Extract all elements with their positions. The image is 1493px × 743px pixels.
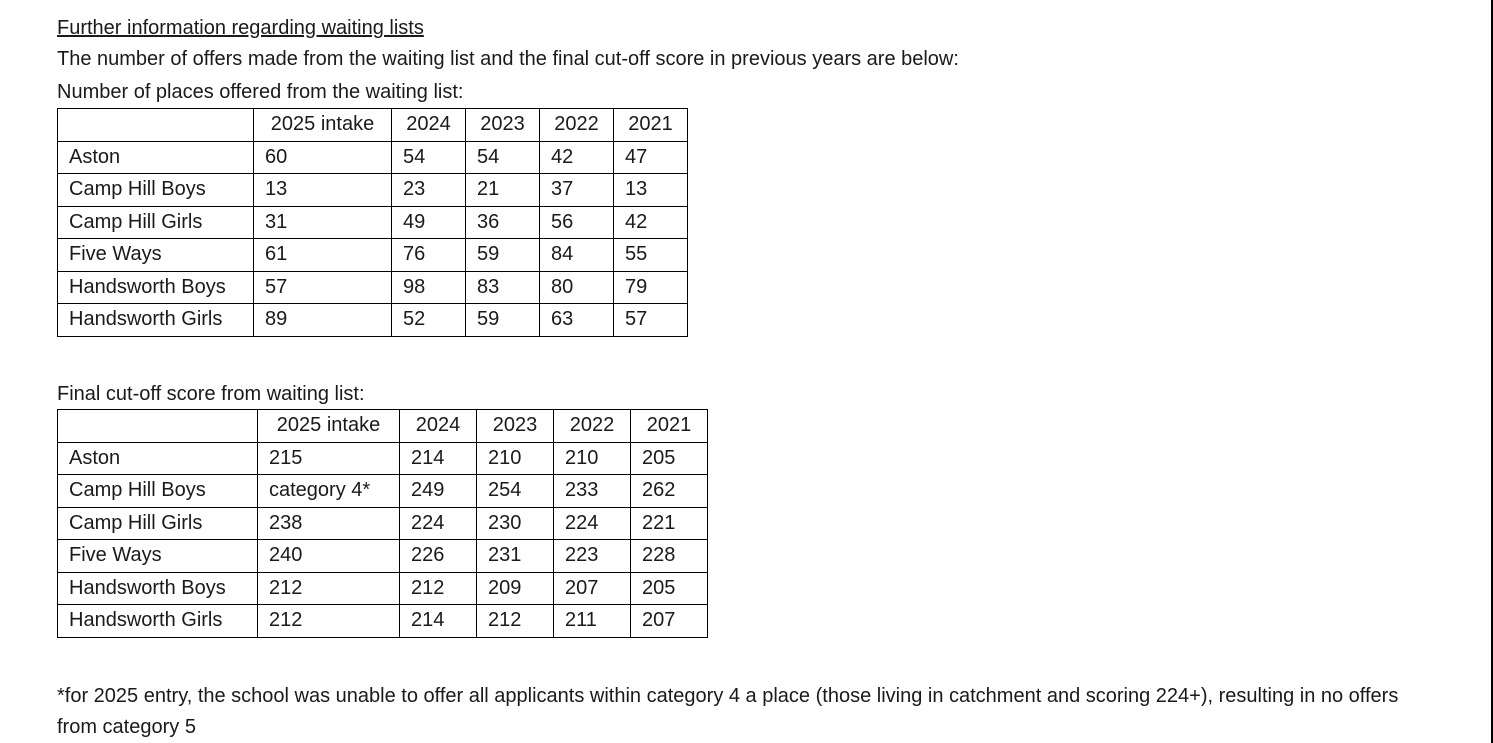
value-cell: 228	[631, 540, 708, 573]
value-cell: 31	[254, 206, 392, 239]
school-name-cell: Camp Hill Girls	[58, 507, 258, 540]
table-header-row	[58, 410, 708, 443]
value-cell: 63	[540, 304, 614, 337]
value-cell: 56	[540, 206, 614, 239]
table-row	[58, 304, 688, 337]
value-cell: 98	[392, 271, 466, 304]
intro-paragraph: The number of offers made from the waiting list and the final cut-off score in previous years are below:	[57, 48, 959, 70]
table-row	[58, 540, 708, 573]
column-header: 2023	[477, 410, 554, 443]
value-cell: 240	[258, 540, 400, 573]
table-row	[58, 239, 688, 272]
value-cell: 205	[631, 442, 708, 475]
column-header: 2024	[400, 410, 477, 443]
value-cell: 233	[554, 475, 631, 508]
value-cell: 226	[400, 540, 477, 573]
value-cell: 59	[466, 239, 540, 272]
value-cell: 224	[400, 507, 477, 540]
value-cell: 42	[614, 206, 688, 239]
column-header: 2025 intake	[254, 109, 392, 142]
value-cell: 207	[554, 572, 631, 605]
value-cell: category 4*	[258, 475, 400, 508]
column-header: 2021	[631, 410, 708, 443]
column-header: 2025 intake	[258, 410, 400, 443]
value-cell: 249	[400, 475, 477, 508]
value-cell: 224	[554, 507, 631, 540]
school-name-cell: Handsworth Boys	[58, 572, 258, 605]
value-cell: 54	[466, 141, 540, 174]
value-cell: 55	[614, 239, 688, 272]
value-cell: 209	[477, 572, 554, 605]
value-cell: 221	[631, 507, 708, 540]
offers-table-caption: Number of places offered from the waiting list:	[57, 81, 464, 103]
school-name-cell: Camp Hill Boys	[58, 174, 254, 207]
cutoff-table	[57, 409, 708, 638]
school-name-cell: Camp Hill Boys	[58, 475, 258, 508]
value-cell: 211	[554, 605, 631, 638]
value-cell: 212	[258, 605, 400, 638]
table-row	[58, 206, 688, 239]
value-cell: 21	[466, 174, 540, 207]
value-cell: 89	[254, 304, 392, 337]
value-cell: 212	[400, 572, 477, 605]
header-corner-cell	[58, 109, 254, 142]
header-corner-cell	[58, 410, 258, 443]
column-header: 2022	[540, 109, 614, 142]
table-row	[58, 174, 688, 207]
table-row	[58, 475, 708, 508]
school-name-cell: Aston	[58, 442, 258, 475]
value-cell: 214	[400, 442, 477, 475]
school-name-cell: Camp Hill Girls	[58, 206, 254, 239]
value-cell: 210	[554, 442, 631, 475]
value-cell: 37	[540, 174, 614, 207]
table-row	[58, 442, 708, 475]
value-cell: 47	[614, 141, 688, 174]
value-cell: 52	[392, 304, 466, 337]
value-cell: 210	[477, 442, 554, 475]
value-cell: 13	[254, 174, 392, 207]
school-name-cell: Handsworth Boys	[58, 271, 254, 304]
value-cell: 205	[631, 572, 708, 605]
cutoff-table-caption: Final cut-off score from waiting list:	[57, 383, 365, 405]
value-cell: 80	[540, 271, 614, 304]
value-cell: 238	[258, 507, 400, 540]
value-cell: 13	[614, 174, 688, 207]
table-row	[58, 141, 688, 174]
value-cell: 23	[392, 174, 466, 207]
school-name-cell: Five Ways	[58, 239, 254, 272]
waiting-lists-heading-link[interactable]: Further information regarding waiting lists	[57, 17, 424, 39]
cutoff-table-body	[58, 410, 708, 638]
value-cell: 42	[540, 141, 614, 174]
value-cell: 214	[400, 605, 477, 638]
value-cell: 36	[466, 206, 540, 239]
value-cell: 76	[392, 239, 466, 272]
school-name-cell: Five Ways	[58, 540, 258, 573]
value-cell: 59	[466, 304, 540, 337]
value-cell: 84	[540, 239, 614, 272]
column-header: 2023	[466, 109, 540, 142]
school-name-cell: Handsworth Girls	[58, 605, 258, 638]
table-row	[58, 271, 688, 304]
offers-table-body	[58, 109, 688, 337]
value-cell: 79	[614, 271, 688, 304]
value-cell: 54	[392, 141, 466, 174]
school-name-cell: Handsworth Girls	[58, 304, 254, 337]
value-cell: 83	[466, 271, 540, 304]
value-cell: 212	[477, 605, 554, 638]
value-cell: 57	[254, 271, 392, 304]
value-cell: 262	[631, 475, 708, 508]
value-cell: 223	[554, 540, 631, 573]
footnote-line-2: from category 5	[57, 716, 196, 738]
value-cell: 215	[258, 442, 400, 475]
value-cell: 212	[258, 572, 400, 605]
footnote-line-1: *for 2025 entry, the school was unable to offer all applicants within category 4 a place (those living in catchment and scoring 224+), resulting in no offers	[57, 685, 1399, 707]
value-cell: 49	[392, 206, 466, 239]
value-cell: 230	[477, 507, 554, 540]
value-cell: 231	[477, 540, 554, 573]
table-row	[58, 572, 708, 605]
table-row	[58, 605, 708, 638]
table-header-row	[58, 109, 688, 142]
value-cell: 57	[614, 304, 688, 337]
column-header: 2024	[392, 109, 466, 142]
school-name-cell: Aston	[58, 141, 254, 174]
table-row	[58, 507, 708, 540]
value-cell: 254	[477, 475, 554, 508]
value-cell: 207	[631, 605, 708, 638]
column-header: 2022	[554, 410, 631, 443]
offers-table	[57, 108, 688, 337]
column-header: 2021	[614, 109, 688, 142]
value-cell: 61	[254, 239, 392, 272]
value-cell: 60	[254, 141, 392, 174]
